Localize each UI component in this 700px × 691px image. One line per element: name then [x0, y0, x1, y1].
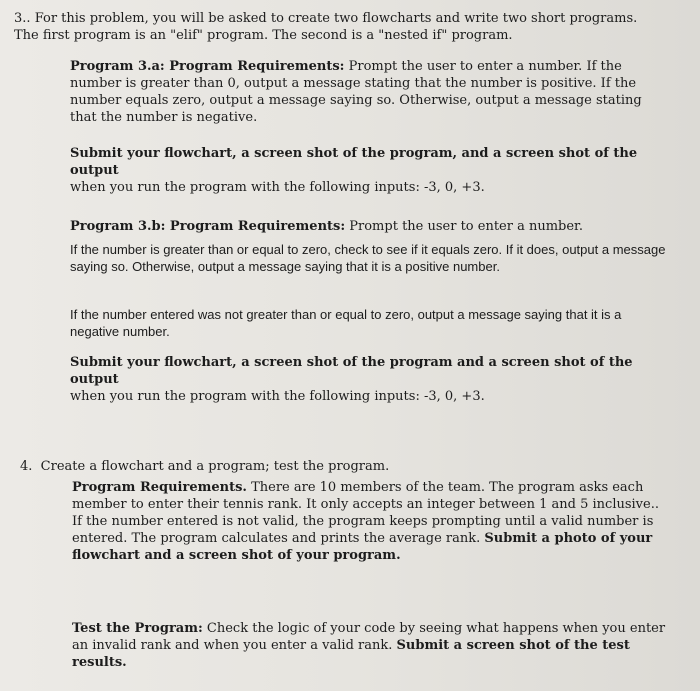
program-3b-requirements [70, 218, 670, 235]
program-3b-text: Prompt the user to enter a number. [345, 219, 583, 234]
question-4-number: 4. [20, 459, 33, 474]
question-4-req-submit: Submit a photo of your flowchart and a screen shot of your program. [72, 531, 653, 563]
program-3b-paragraph-2: If the number entered was not greater than or equal to zero, output a message saying that it is a negative number. [70, 307, 622, 339]
test-program-submit: Submit a screen shot of the test results. [72, 638, 630, 670]
program-3b-paragraph-1: If the number is greater than or equal to zero, check to see if it equals zero. If it does, output a message saying so. Otherwise, output a message saying that it is a positive number. [70, 242, 666, 274]
program-3b-label: Program 3.b: Program Requirements: [70, 219, 346, 234]
program-3a-text: Prompt the user to enter a number. If the number is greater than 0, output a message stating that the number is positive. If the number equals zero, output a message saying so. Otherwise, output a message stating that the number is negative. [70, 59, 642, 125]
program-3a-requirements [70, 58, 670, 126]
submit-3a-bold: Submit your flowchart, a screen shot of the program, and a screen shot of the output [70, 146, 638, 178]
question-4-requirements [72, 479, 662, 564]
question-3-intro [14, 10, 684, 44]
question-4-req-label: Program Requirements. [72, 480, 247, 495]
program-3a-label: Program 3.a: Program Requirements: [70, 59, 345, 74]
submit-instructions-3a [70, 145, 670, 196]
question-4-text: Create a flowchart and a program; test the program. [40, 459, 390, 474]
question-3-number: 3.. [14, 11, 31, 26]
question-3-line2: The first program is an "elif" program. The second is a "nested if" program. [14, 28, 513, 43]
test-program-label: Test the Program: [72, 621, 203, 636]
question-4-test-program [72, 620, 672, 671]
submit-3b-text: when you run the program with the following inputs: -3, 0, +3. [70, 389, 485, 404]
test-program-text: Check the logic of your code by seeing what happens when you enter an invalid rank and when you enter a valid rank. [72, 621, 666, 653]
submit-3b-bold: Submit your flowchart, a screen shot of the program and a screen shot of the output [70, 355, 633, 387]
question-4-intro [20, 458, 660, 475]
submit-3a-text: when you run the program with the following inputs: -3, 0, +3. [70, 180, 485, 195]
submit-instructions-3b [70, 354, 670, 405]
question-3-line1: For this problem, you will be asked to create two flowcharts and write two short programs. [34, 11, 638, 26]
question-4-req-text: There are 10 members of the team. The program asks each member to enter their tennis rank. It only accepts an integer between 1 and 5 inclusive.. If the number entered is not valid, the program keeps prompting until a valid number is entered. The program calculates and prints the average rank. [72, 480, 659, 546]
